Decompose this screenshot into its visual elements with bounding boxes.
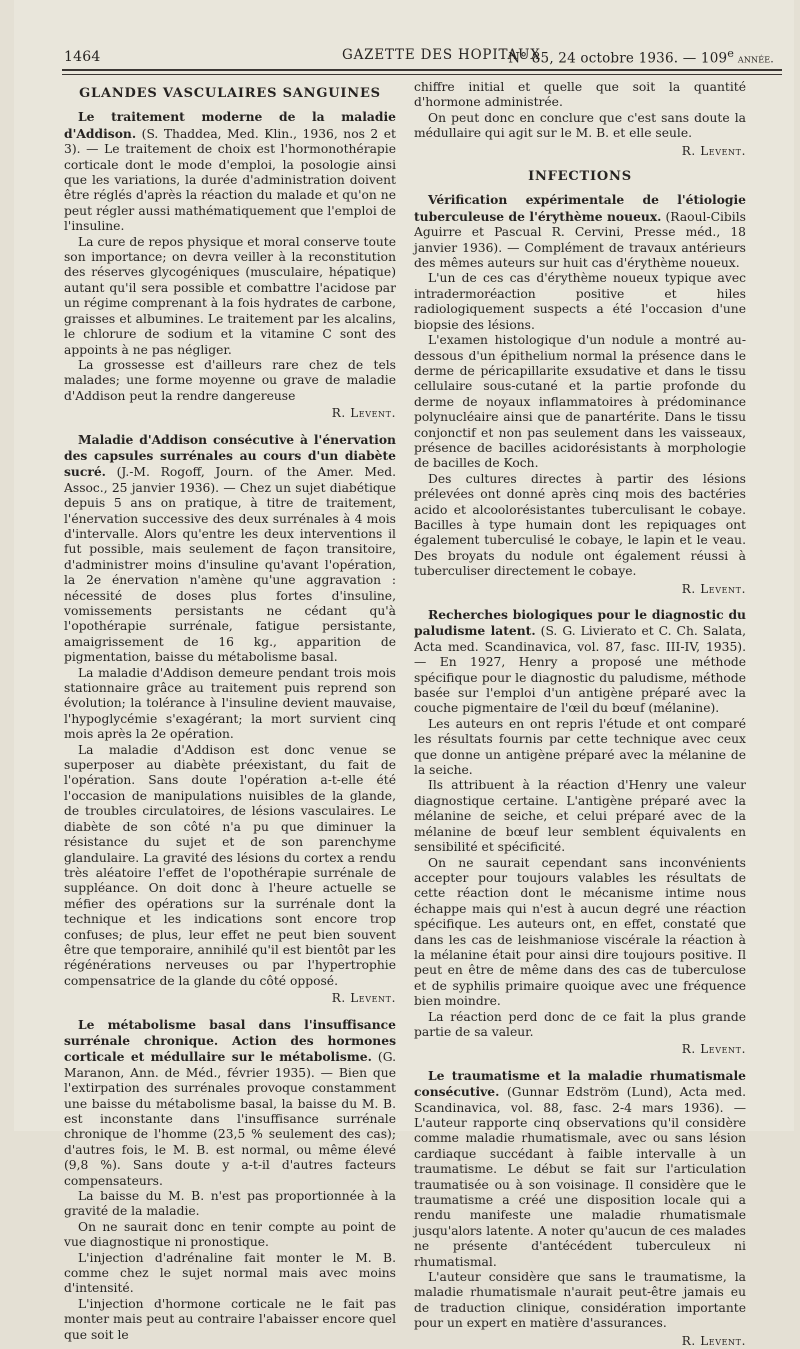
article-metabolisme-basal — [64, 1017, 396, 1344]
article-paragraph — [414, 607, 746, 717]
article-paragraph — [414, 192, 746, 271]
right-column — [414, 80, 747, 1348]
article-paragraph: Des cultures directes à partir des lésions prélevées ont donné après cinq mois des bactéries acido et alcoolorésistantes tuberculisant le cobaye. Bacilles à type humain dont les repiquages ont également tuberculisé le cobaye, le lapin et le veau. Des broyats du nodule ont également réussi à tuberculiser directement le cobaye. — [414, 471, 746, 579]
article-paragraph: Les auteurs en ont repris l'étude et ont comparé les résultats fournis par cette technique avec ceux que donne un antigène préparé avec la mélanine de la seiche. — [414, 716, 746, 778]
article-paragraph: La cure de repos physique et moral conserve toute son importance; on devra veiller à la reconstitution des réserves glycogéniques (musculaire, hépatique) autant qu'il sera possible et combattre l'acidose par un régime comprenant à la fois hydrates de carbone, graisses et albumines. Le traitement par les alcalins, le chlorure de sodium et la vitamine C sont des appoints à ne pas négliger. — [64, 234, 396, 357]
article-traumatisme-rhumatisme — [414, 1068, 746, 1349]
article-paragraph: On ne saurait cependant sans inconvénients accepter pour toujours valables les résultats de cette réaction dont le mécanisme intime nous échappe mais qui n'est à aucun degré une réaction spécifique. Les auteurs ont, en effet, constaté que dans les cas de leishmaniose viscérale la réaction à la mélanine était pour ainsi dire toujours positive. Il peut en être de même dans des cas de tuberculose et de syphilis primaire quoique avec une fréquence bien moindre. — [414, 855, 746, 1009]
article-paragraph: L'examen histologique d'un nodule a montré au-dessous d'un épithelium normal la présence dans le derme de péricapillarite exsudative et dans le tissu cellulaire sous-cutané et la partie profonde du derme de noyaux inflammatoires à prédominance polynucléaire ainsi que de panartérite. Dans le tissu conjonctif et non pas seulement dans les vaisseaux, présence de bacilles acidorésistants à morphologie de bacilles de Koch. — [414, 333, 746, 471]
section-title-infections: INFECTIONS — [528, 169, 632, 185]
page-header — [64, 45, 774, 67]
journal-title: GAZETTE DES HOPITAUX — [342, 47, 541, 63]
issue-year-label: année. — [734, 52, 774, 66]
issue-superscript: e — [727, 47, 735, 60]
article-paragraph — [64, 1017, 396, 1189]
article-erytheme-noueux — [414, 192, 746, 597]
article-paragraph: L'auteur considère que sans le traumatisme, la maladie rhumatismale n'aurait peut-être jamais eu de traduction clinique, considération importante pour un expert en matière d'assurances. — [414, 1270, 746, 1331]
article-signature: R. Levent. — [331, 406, 396, 421]
issue-text: N° 85, 24 octobre 1936. — 109 — [508, 50, 728, 67]
newspaper-page — [14, 0, 794, 1348]
article-paragraph: La baisse du M. B. n'est pas proportionnée à la gravité de la maladie. — [64, 1189, 396, 1219]
article-metabolisme-continued — [414, 80, 746, 159]
article-signature: R. Levent. — [681, 1333, 746, 1348]
page-number: 1464 — [64, 49, 101, 65]
header-rule-thin — [62, 74, 782, 75]
article-reference: (G. Maranon, Ann. de Méd., février 1935). — Bien que l'extirpation des surrénales provoque constamment une baisse du métabolisme basal, la baisse du M. B. est inconstante dans l'insuffisance surrénale chronique de l'homme (23,5 % seulement des cas); d'autres fois, le M. B. est normal, ou même élevé (9,8 %). Sans doute y a-t-il d'autres facteurs compensateurs. — [64, 1050, 396, 1188]
article-paragraph: L'un de ces cas d'érythème noueux typique avec intradermoréaction positive et hiles radiologiquement suspects a été l'occasion d'une biopsie des lésions. — [414, 271, 746, 332]
article-paragraph: La réaction perd donc de ce fait la plus grande partie de sa valeur. — [414, 1009, 746, 1039]
article-paragraph: On ne saurait donc en tenir compte au point de vue diagnostique ni pronostique. — [64, 1219, 396, 1250]
article-reference: (S. G. Livierato et C. Ch. Salata, Acta med. Scandinavica, vol. 87, fasc. III-IV, 1935). — En 1927, Henry a proposé une méthode spécifique pour le diagnostic du paludisme, méthode basée sur l'emploi d'un antigène préparé avec la couche pigmentaire de l'œil du bœuf (mélanine). — [414, 624, 747, 716]
article-signature: R. Levent. — [681, 581, 746, 596]
article-reference: (J.-M. Rogoff, Journ. of the Amer. Med. Assoc., 25 janvier 1936). — Chez un sujet diabétique depuis 5 ans on pratique, à titre de traitement, l'énervation successive des deux surrénales à 4 mois d'intervalle. Alors qu'entre les deux interventions il fut possible, mais seulement de façon transitoire, d'administrer moins d'insuline qu'avant l'opération, la 2e énervation n'amène qu'une aggravation : nécessité de doses plus fortes d'insuline, vomissements persistants ne cédant qu'à l'opothérapie surrénale, fatigue persistante, amaigrissement de 16 kg., apparition de pigmentation, baisse du métabolisme basal. — [64, 465, 396, 665]
article-paragraph: La maladie d'Addison demeure pendant trois mois stationnaire grâce au traitement puis reprend son évolution; la tolérance à l'insuline devient mauvaise, l'hypoglycémie s'exagérant; la mort survient cinq mois après la 2e opération. — [64, 665, 396, 742]
article-paragraph: La grossesse est d'ailleurs rare chez de tels malades; une forme moyenne ou grave de maladie d'Addison peut la rendre dangereuse — [64, 357, 396, 403]
article-paragraph — [64, 109, 396, 234]
section-title-glandes: GLANDES VASCULAIRES SANGUINES — [79, 86, 381, 101]
header-rule-thick — [62, 69, 782, 71]
article-reference: (Gunnar Edström (Lund), Acta med. Scandinavica, vol. 88, fasc. 2-4 mars 1936). — L'auteur rapporte cinq observations qu'il considère comme maladie rhumatismale, avec ou sans lésion cardiaque succédant à faible intervalle à un traumatisme. Le début se fait sur l'articulation traumatisée ou à son voisinage. Il considère que le traumatisme a créé une disposition locale qui a rendu manifeste une maladie rhumatismale jusqu'alors latente. A noter qu'aucun de ces malades ne présente d'antécédent tuberculeux ni rhumatismal. — [414, 1085, 746, 1269]
article-paragraph: On peut donc en conclure que c'est sans doute la médullaire qui agit sur le M. B. et elle seule. — [414, 110, 746, 141]
left-column — [64, 80, 396, 1342]
article-signature: R. Levent. — [681, 143, 746, 158]
article-reference: (Raoul-Cibils Aguirre et Pascual R. Cervini, Presse méd., 18 janvier 1936). — Complément de travaux antérieurs des mêmes auteurs sur huit cas d'érythème noueux. — [414, 209, 746, 271]
article-paragraph — [414, 1068, 746, 1270]
issue-line — [508, 47, 774, 67]
article-title: Le métabolisme basal dans l'insuffisance surrénale chronique. Action des hormones corticale et médullaire sur le métabolisme. — [64, 1016, 396, 1065]
article-addison-traitement — [64, 109, 396, 421]
article-addison-enervation — [64, 432, 396, 1007]
article-paragraph: L'injection d'hormone corticale ne le fait pas monter mais peut au contraire l'abaisser encore quel que soit le — [64, 1296, 396, 1342]
article-paludisme-latent — [414, 607, 746, 1058]
article-title: Vérification expérimentale de l'étiologie tuberculeuse de l'érythème noueux. — [414, 192, 746, 224]
article-title: Le traumatisme et la maladie rhumatismale consécutive. — [414, 1067, 746, 1100]
article-signature: R. Levent. — [681, 1042, 746, 1057]
article-paragraph — [64, 432, 396, 666]
article-title: Maladie d'Addison consécutive à l'énervation des capsules surrénales au cours d'un diabète sucré. — [64, 431, 396, 480]
article-signature: R. Levent. — [331, 991, 396, 1006]
article-paragraph: L'injection d'adrénaline fait monter le M. B. comme chez le sujet normal mais avec moins d'intensité. — [64, 1250, 396, 1296]
article-reference: (S. Thaddea, Med. Klin., 1936, nos 2 et 3). — Le traitement de choix est l'hormonothérapie corticale dont le mode d'emploi, la posologie ainsi que les variations, la durée d'administration doivent être réglés d'après la réaction du malade et qu'on ne peut régler aussi mathématiquement que l'emploi de l'insuline. — [64, 126, 396, 234]
article-paragraph: Ils attribuent à la réaction d'Henry une valeur diagnostique certaine. L'antigène préparé avec la mélanine de seiche, et celui préparé avec de la mélanine de bœuf leur semblent équivalents en sensibilité et spécificité. — [414, 778, 746, 855]
article-title: Le traitement moderne de la maladie d'Addison. — [64, 109, 396, 141]
article-paragraph: chiffre initial et quelle que soit la quantité d'hormone administrée. — [414, 80, 746, 110]
article-paragraph: La maladie d'Addison est donc venue se superposer au diabète préexistant, du fait de l'opération. Sans doute l'opération a-t-elle été l'occasion de manipulations nuisibles de la glande, de troubles circulatoires, de lésions vasculaires. Le diabète de son côté n'a pu que diminuer la résistance du sujet et de son parenchyme glandulaire. La gravité des lésions du cortex a rendu très aléatoire l'effet de l'opothérapie surrénale de suppléance. On doit donc à l'heure actuelle se méfier des opérations sur la surrénale dont la technique et les indications sont encore trop confuses; de plus, leur effet ne peut bien souvent être que temporaire, annihilé qu'il est bientôt par les régénérations nerveuses ou par l'hypertrophie compensatrice de la glande du côté opposé. — [64, 742, 396, 988]
article-title: Recherches biologiques pour le diagnostic du paludisme latent. — [414, 607, 746, 639]
